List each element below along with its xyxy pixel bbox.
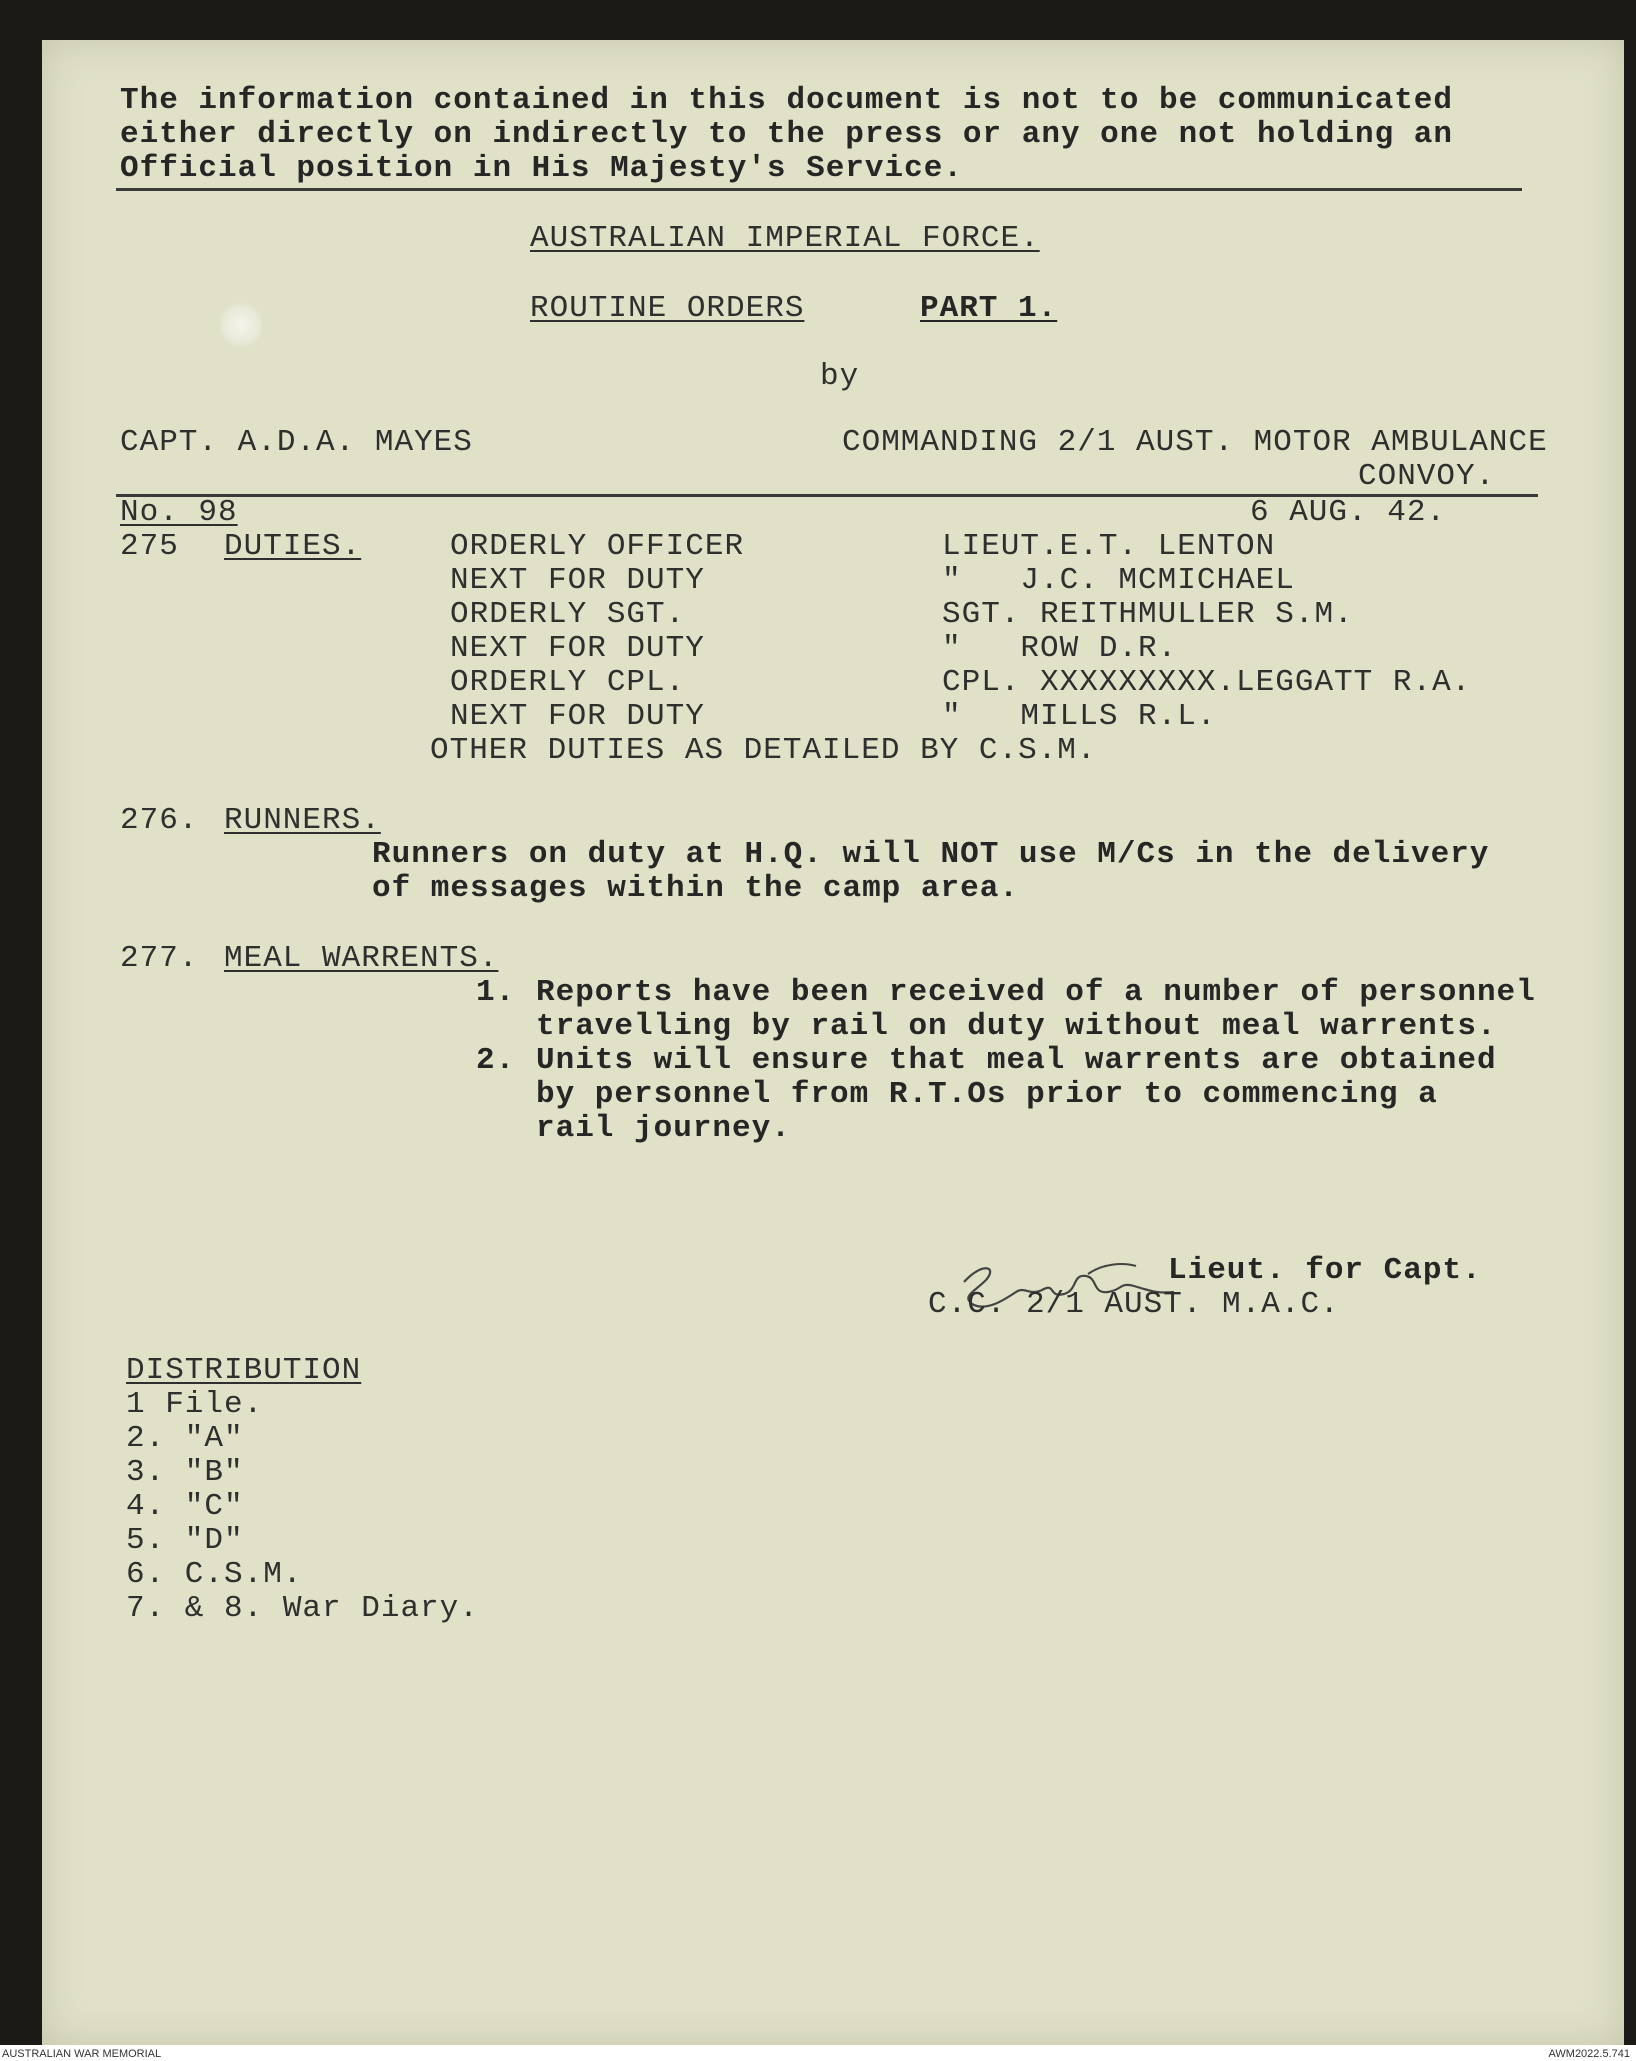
meal-item-text: travelling by rail on duty without meal warrents.: [536, 1009, 1497, 1044]
duty-name: " J.C. MCMICHAEL: [942, 563, 1295, 598]
footer-source: AUSTRALIAN WAR MEMORIAL: [2, 2048, 162, 2060]
distribution-item: 1 File.: [126, 1387, 264, 1422]
distribution-item: 3. "B": [126, 1455, 244, 1490]
notice-line-3: Official position in His Majesty's Service.: [120, 151, 963, 186]
duties-title: DUTIES.: [224, 529, 362, 564]
duty-name: CPL. XXXXXXXXX.LEGGATT R.A.: [942, 665, 1472, 700]
order-date: 6 AUG. 42.: [1250, 495, 1447, 530]
meal-number: 277.: [120, 941, 199, 976]
signature-line-2: C.C. 2/1 AUST. M.A.C.: [928, 1287, 1340, 1322]
duty-role: ORDERLY SGT.: [450, 597, 686, 632]
duty-name: SGT. REITHMULLER S.M.: [942, 597, 1354, 632]
distribution-item: 6. C.S.M.: [126, 1557, 303, 1592]
other-duties: OTHER DUTIES AS DETAILED BY C.S.M.: [430, 733, 1097, 768]
orders-title: ROUTINE ORDERS: [530, 291, 805, 326]
duty-role: ORDERLY OFFICER: [450, 529, 745, 564]
notice-rule: [116, 188, 1522, 191]
runners-line-2: of messages within the camp area.: [372, 871, 1019, 906]
distribution-item: 2. "A": [126, 1421, 244, 1456]
duty-name: " ROW D.R.: [942, 631, 1178, 666]
paper-hole: [218, 302, 264, 348]
duty-role: NEXT FOR DUTY: [450, 699, 705, 734]
meal-item-text: rail journey.: [536, 1111, 791, 1146]
officer-name: CAPT. A.D.A. MAYES: [120, 425, 473, 460]
order-number: No. 98: [120, 495, 238, 530]
duty-name: LIEUT.E.T. LENTON: [942, 529, 1276, 564]
duty-name: " MILLS R.L.: [942, 699, 1217, 734]
meal-item-number: 2.: [476, 1043, 516, 1078]
meal-title: MEAL WARRENTS.: [224, 941, 499, 976]
signature-line-1: Lieut. for Capt.: [1168, 1253, 1482, 1288]
notice-line-2: either directly on indirectly to the press or any one not holding an: [120, 117, 1454, 152]
runners-number: 276.: [120, 803, 199, 838]
part-label: PART 1.: [920, 291, 1058, 326]
command-line-2: CONVOY.: [1358, 459, 1496, 494]
runners-line-1: Runners on duty at H.Q. will NOT use M/Cs in the delivery: [372, 837, 1490, 872]
force-title: AUSTRALIAN IMPERIAL FORCE.: [530, 221, 1040, 256]
distribution-item: 7. & 8. War Diary.: [126, 1591, 479, 1626]
command-line-1: COMMANDING 2/1 AUST. MOTOR AMBULANCE: [842, 425, 1548, 460]
footer-reference: AWM2022.5.741: [1548, 2048, 1630, 2060]
meal-item-text: by personnel from R.T.Os prior to commencing a: [536, 1077, 1438, 1112]
duty-role: NEXT FOR DUTY: [450, 631, 705, 666]
distribution-item: 4. "C": [126, 1489, 244, 1524]
duties-number: 275: [120, 529, 179, 564]
by-label: by: [820, 359, 860, 394]
distribution-item: 5. "D": [126, 1523, 244, 1558]
duty-role: ORDERLY CPL.: [450, 665, 686, 700]
document-page: [42, 40, 1624, 2045]
notice-line-1: The information contained in this document is not to be communicated: [120, 83, 1454, 118]
distribution-title: DISTRIBUTION: [126, 1353, 362, 1388]
meal-item-text: Units will ensure that meal warrents are obtained: [536, 1043, 1497, 1078]
runners-title: RUNNERS.: [224, 803, 381, 838]
meal-item-text: Reports have been received of a number of personnel: [536, 975, 1536, 1010]
meal-item-number: 1.: [476, 975, 516, 1010]
duty-role: NEXT FOR DUTY: [450, 563, 705, 598]
